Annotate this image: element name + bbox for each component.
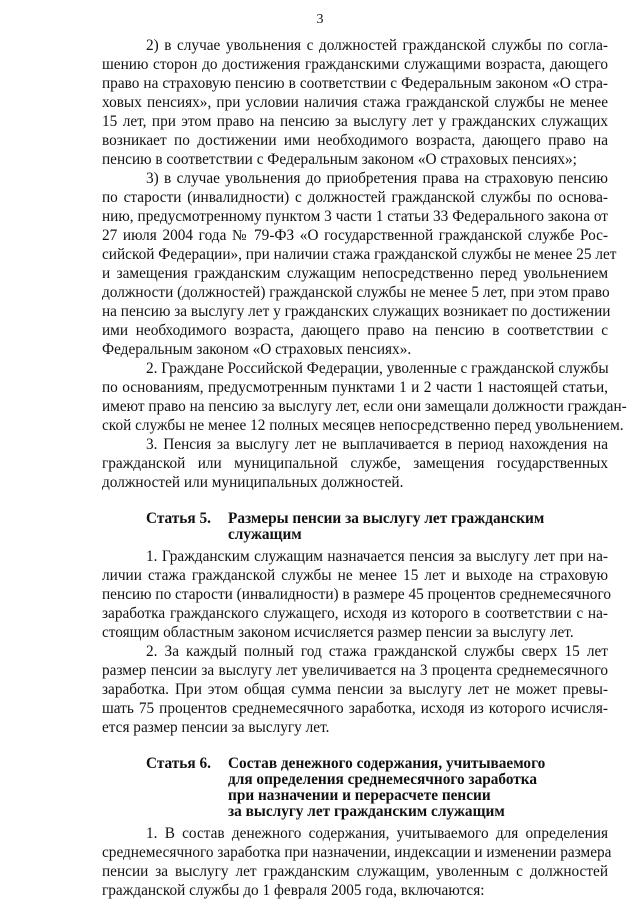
article-title [228,756,608,820]
paragraph-line: ется размер пенсии за выслугу лет. [102,719,330,736]
paragraph-line: 3. Пенсия за выслугу лет не выплачивается в период нахождения на [146,436,608,453]
paragraph [102,169,617,359]
paragraph-line: 15 лет, при этом право на пенсию за выслугу лет у гражданских служащих [102,113,608,130]
paragraph-line: право на страховую пенсию в соответствии с Федеральным законом «О стра- [102,75,608,92]
paragraph-line: 2. За каждый полный год стажа гражданской службы сверх 15 лет [146,643,608,660]
paragraph-line: 2) в случае увольнения с должностей гражданской службы по согла- [146,37,608,54]
article-title-line: служащим [228,526,302,543]
paragraph-line: возникает по достижении ими необходимого возраста, дающего право на [102,132,608,149]
paragraph-line: 27 июля 2004 года № 79-ФЗ «О государственной гражданской службе Рос- [102,227,608,244]
article-title-line: Состав денежного содержания, учитываемого [228,755,546,772]
paragraph-line: на пенсию за выслугу лет у гражданских служащих возникает по достижении [102,303,611,320]
paragraph-line: Федеральным законом «О страховых пенсиях». [102,341,412,358]
article-number: Статья 6. [146,755,211,772]
article-title-line: при назначении и перерасчете пенсии [228,787,491,804]
paragraph-line: должности (должностей) гражданской службы не менее 5 лет, при этом право [102,284,610,301]
paragraph-line: размер пенсии за выслугу лет увеличивается на 3 процента среднемесячного [102,662,608,679]
paragraph-line: 1. В состав денежного содержания, учитываемого для определения [146,825,608,842]
paragraph-line: 2. Граждане Российской Федерации, уволенные с гражданской службы [146,360,609,377]
paragraph-line: должностей или муниципальных должностей. [102,474,404,491]
paragraph [102,824,612,900]
article-heading [102,511,608,543]
paragraph-line: шать 75 процентов среднемесячного заработка, исходя из которого исчисля- [102,700,608,717]
paragraph-line: по основаниям, предусмотренным пунктами 1 и 2 части 1 настоящей статьи, [102,379,608,396]
article-number: Статья 5. [146,510,211,527]
paragraph [102,435,608,492]
paragraph [102,359,627,435]
paragraph-line: пенсии за выслугу лет гражданским служащим, уволенным с должностей [102,863,608,880]
paragraph-line: по старости (инвалидности) с должностей гражданской службы по основа- [102,189,608,206]
paragraph-line: 3) в случае увольнения до приобретения права на страховую пенсию [146,170,608,187]
article-title-line: для определения среднемесячного заработка [228,771,538,788]
paragraph-line: ховых пенсиях», при условии наличия стажа гражданской службы не менее [102,94,608,111]
paragraph [102,36,608,169]
paragraph-line: гражданской службы до 1 февраля 2005 года, включаются: [102,882,485,899]
article-title-line: за выслугу лет гражданским служащим [228,803,505,820]
paragraph-line: заработка гражданского служащего, исходя из которого в соответствии с на- [102,605,608,622]
paragraph-line: 1. Гражданским служащим назначается пенсия за выслугу лет при на- [146,548,608,565]
paragraph-line: личии стажа гражданской службы не менее 15 лет и выходе на страховую [102,567,608,584]
paragraph-line: нию, предусмотренному пунктом 3 части 1 статьи 33 Федерального закона от [102,208,608,225]
article-heading [102,756,608,820]
paragraph-line: имеют право на пенсию за выслугу лет, если они замещали должности граждан- [102,398,627,415]
paragraph-line: шению сторон до достижения гражданскими служащими возраста, дающего [102,56,608,73]
paragraph [102,547,611,642]
paragraph-line: сийской Федерации», при наличии стажа гражданской службы не менее 25 лет [102,246,617,263]
document-body [102,36,627,900]
paragraph-line: гражданской или муниципальной службе, замещения государственных [102,455,608,472]
paragraph-line: заработка. При этом общая сумма пенсии за выслугу лет не может превы- [102,681,608,698]
paragraph [102,642,608,737]
page-number: 3 [316,12,324,27]
paragraph-line: ской службы не менее 12 полных месяцев непосредственно перед увольнением. [102,417,624,434]
article-title-line: Размеры пенсии за выслугу лет гражданским [228,510,545,527]
article-title [228,511,608,543]
paragraph-line: пенсию по старости (инвалидности) в размере 45 процентов среднемесячного [102,586,611,603]
paragraph-line: и замещения гражданским служащим непосредственно перед увольнением [102,265,608,282]
paragraph-line: стоящим областным законом исчисляется размер пенсии за выслугу лет. [102,624,574,641]
paragraph-line: ими необходимого возраста, дающего право на пенсию в соответствии с [102,322,608,339]
paragraph-line: пенсию в соответствии с Федеральным законом «О страховых пенсиях»; [102,151,577,168]
paragraph-line: среднемесячного заработка при назначении, индексации и изменении размера [102,844,612,861]
